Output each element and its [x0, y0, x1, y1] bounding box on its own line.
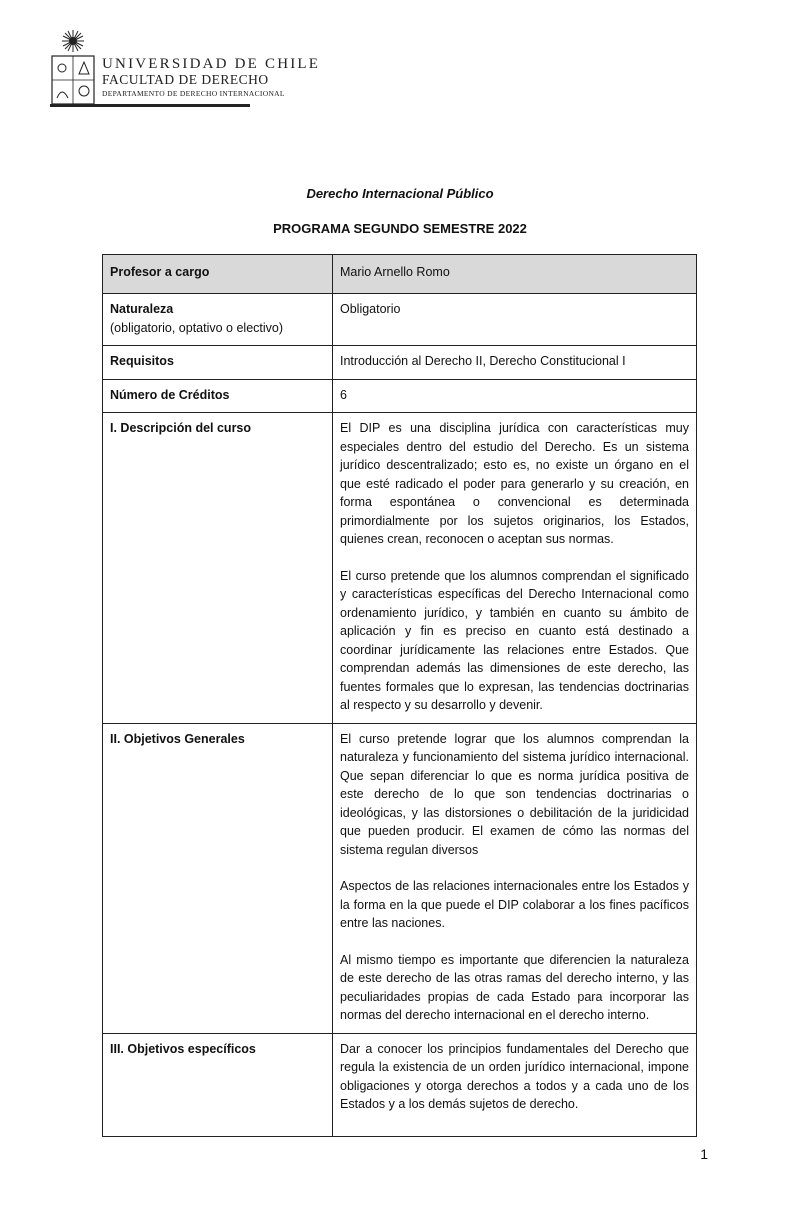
objetivos-generales-value: [333, 723, 697, 1033]
header-divider: [50, 104, 250, 107]
naturaleza-sublabel: (obligatorio, optativo o electivo): [110, 320, 284, 335]
syllabus-table: [102, 254, 697, 1137]
objetivos-generales-label: II. Objetivos Generales: [103, 723, 333, 1033]
naturaleza-label-cell: [103, 294, 333, 346]
descripcion-paragraph: El DIP es una disciplina jurídica con características muy especiales dentro del estudio del Derecho. Es un sistema jurídico descentralizado; esto es, no existe un órgano en el que esté radicado el poder para generarlo y su creación, en forma espontánea o convencional es determinada primordialmente por los sujetos originarios, los Estados, quienes crean, reconocen o aceptan sus normas.: [340, 421, 689, 546]
objetivos-especificos-label: III. Objetivos específicos: [103, 1033, 333, 1136]
faculty-name: FACULTAD DE DERECHO: [102, 72, 269, 87]
table-row: [103, 1033, 697, 1136]
table-row: [103, 294, 697, 346]
university-name-block: [102, 56, 320, 100]
university-logo-block: [50, 28, 321, 113]
requisitos-value: Introducción al Derecho II, Derecho Constitucional I: [333, 346, 697, 380]
university-crest-icon: [50, 28, 96, 108]
profesor-value: Mario Arnello Romo: [333, 255, 697, 294]
program-title: PROGRAMA SEGUNDO SEMESTRE 2022: [273, 221, 527, 236]
page-number: 1: [700, 1146, 708, 1162]
creditos-label: Número de Créditos: [103, 379, 333, 413]
descripcion-value: [333, 413, 697, 724]
naturaleza-label: Naturaleza: [110, 302, 174, 316]
table-row: [103, 723, 697, 1033]
profesor-label: Profesor a cargo: [103, 255, 333, 294]
descripcion-label: I. Descripción del curso: [103, 413, 333, 724]
course-title: Derecho Internacional Público: [306, 186, 494, 201]
objetivos-generales-paragraph: Al mismo tiempo es importante que diferencien la naturaleza de este derecho de las otras ramas del derecho interno, y las peculiaridades propias de cada Estado para incorporar las normas del derecho internacional en el derecho interno.: [340, 952, 689, 1022]
naturaleza-value: Obligatorio: [333, 294, 697, 346]
objetivos-generales-paragraph: El curso pretende lograr que los alumnos comprendan la naturaleza y funcionamiento del sistema jurídico internacional. Que sepan diferenciar lo que es norma jurídica positiva de este derecho de lo que son tendencias doctrinarias o ideológicas, y las distorsiones o debilitación de la juridicidad que pueden producir. El examen de cómo las normas del sistema regulan diversos: [340, 731, 689, 857]
descripcion-paragraph: El curso pretende que los alumnos comprendan el significado y características específicas del Derecho Internacional como ordenamiento jurídico, y también en cuanto su ámbito de aplicación y fin es preciso en cuanto está destinado a coordinar jurídicamente las relaciones entre Estados. Que comprendan además las dimensiones de este derecho, las fuentes formales que lo expresan, las tendencias doctrinarias al respecto y su desarrollo y devenir.: [340, 568, 689, 712]
table-row: [103, 346, 697, 380]
objetivos-generales-paragraph: Aspectos de las relaciones internacionales entre los Estados y la forma en la que puede el DIP colaborar a los fines pacíficos entre las naciones.: [340, 879, 689, 930]
department-name: DEPARTAMENTO DE DERECHO INTERNACIONAL: [102, 89, 285, 98]
objetivos-especificos-paragraph: Dar a conocer los principios fundamentales del Derecho que regula la existencia de un orden jurídico internacional, impone obligaciones y otorga derechos a todos y a cada uno de los Estados y a los demás sujetos de derecho.: [340, 1041, 689, 1111]
requisitos-label: Requisitos: [103, 346, 333, 380]
objetivos-especificos-value: [333, 1033, 697, 1136]
table-row: [103, 255, 697, 294]
table-row: [103, 413, 697, 724]
university-name: UNIVERSIDAD DE CHILE: [102, 56, 321, 72]
table-row: [103, 379, 697, 413]
creditos-value: 6: [333, 379, 697, 413]
